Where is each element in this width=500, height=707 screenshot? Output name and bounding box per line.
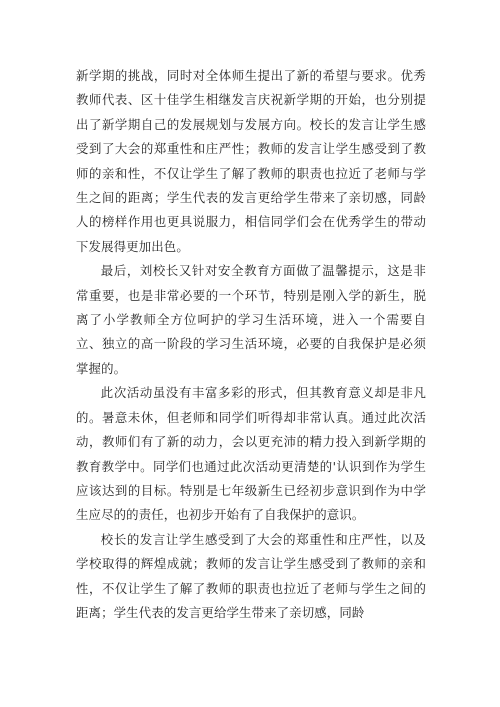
paragraph-4: 校长的发言让学生感受到了大会的郑重性和庄严性，以及学校取得的辉煌成就；教师的发言让学生感受到了教师的亲和性，不仅让学生了解了教师的职责也拉近了老师与学生之间的距离；学生代表的发言更给学生带来了亲切感，同龄 bbox=[76, 531, 426, 620]
paragraph-2: 最后，刘校长又针对安全教育方面做了温馨提示，这是非常重要，也是非常必要的一个环节，特别是刚入学的新生，脱离了小学教师全方位呵护的学习生活环境，进入一个需要自立、独立的高一阶段的学习生活环境，必要的自我保护是必须掌握的。 bbox=[76, 263, 426, 376]
document-body bbox=[76, 64, 426, 625]
paragraph-1: 新学期的挑战，同时对全体师生提出了新的希望与要求。优秀教师代表、区十佳学生相继发言庆祝新学期的开始，也分别提出了新学期自己的发展规划与发展方向。校长的发言让学生感受到了大会的郑重性和庄严性；教师的发言让学生感受到了教师的亲和性，不仅让学生了解了教师的职责也拉近了老师与学生之间的距离；学生代表的发言更给学生带来了亲切感，同龄人的榜样作用也更具说服力，相信同学们会在优秀学生的带动下发展得更加出色。 bbox=[76, 68, 426, 254]
paragraph-3: 此次活动虽没有丰富多彩的形式，但其教育意义却是非凡的。暑意未休，但老师和同学们听得却非常认真。通过此次活动，教师们有了新的动力，会以更充沛的精力投入到新学期的教育教学中。同学们也通过此次活动更清楚的'认识到作为学生应该达到的目标。特别是七年级新生已经初步意识到作为中学生应尽的的责任，也初步开始有了自我保护的意识。 bbox=[76, 385, 426, 523]
